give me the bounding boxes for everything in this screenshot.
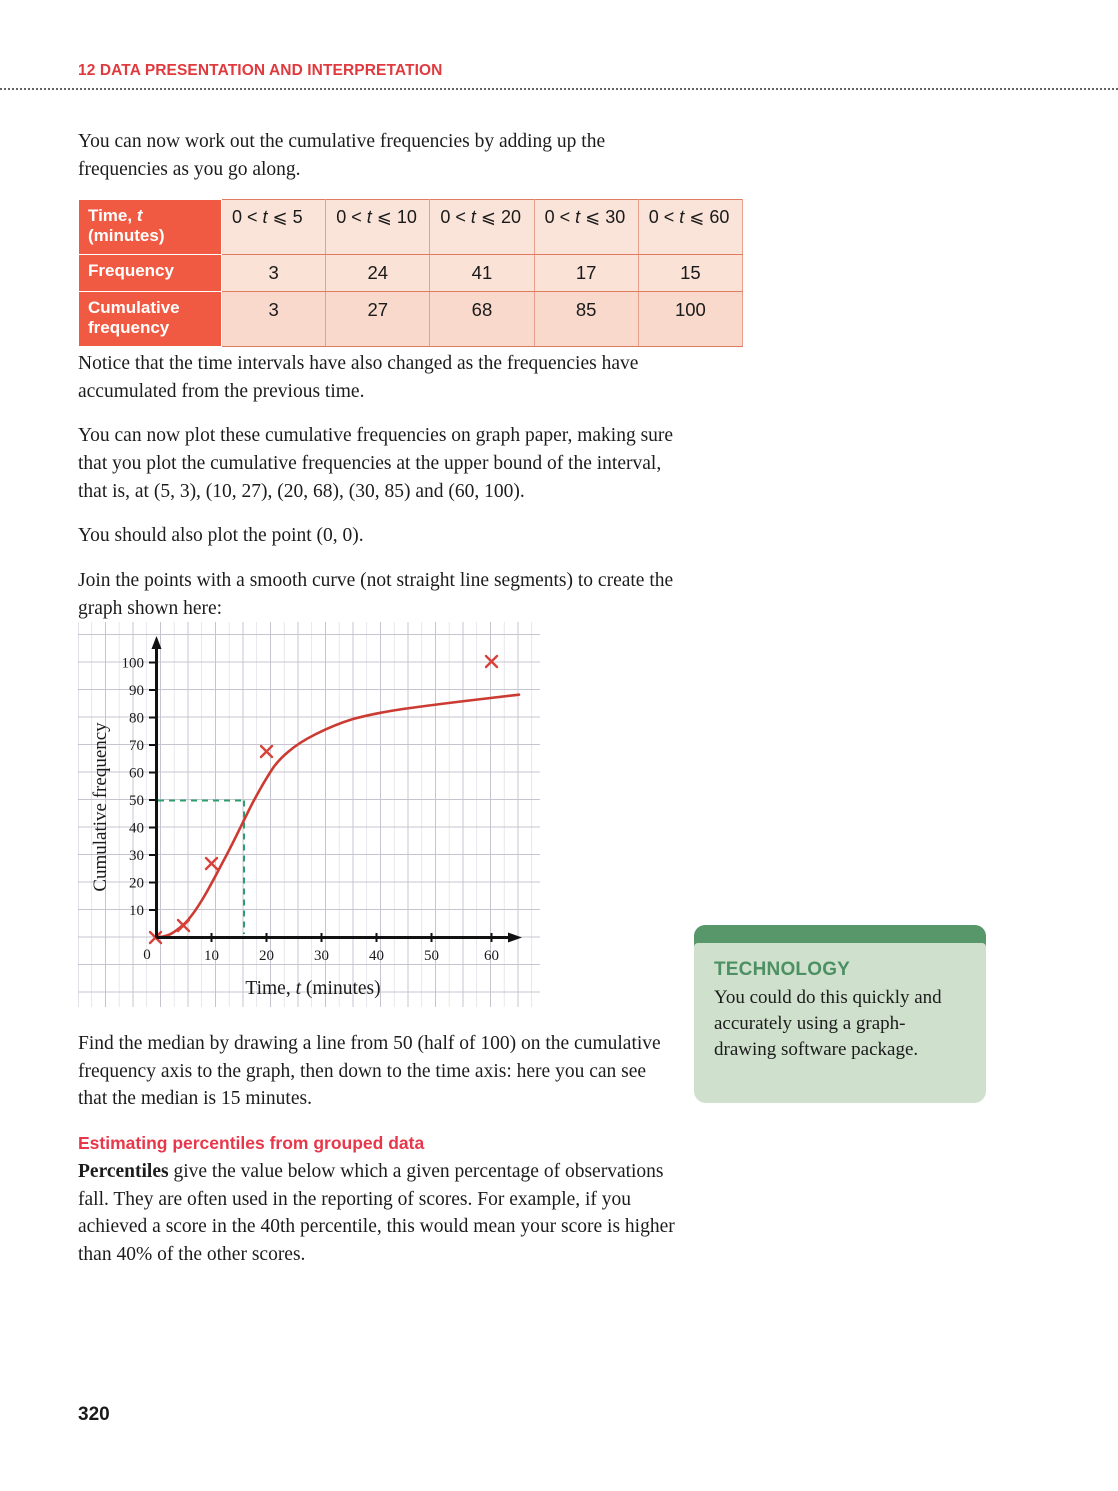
x-tick-label-50: 50: [424, 948, 439, 964]
table-row-frequency: [79, 254, 743, 291]
technology-callout-body: [694, 943, 986, 1103]
row-header-time: [79, 200, 222, 255]
cell-cumfreq-3: 68: [430, 291, 534, 346]
section-heading: Estimating percentiles from grouped data: [78, 1133, 425, 1153]
cumulative-frequency-graph: [78, 622, 540, 1007]
x-axis-title: Time, t (minutes): [245, 978, 381, 999]
cell-cumfreq-4: 85: [534, 291, 638, 346]
cell-interval-2: 0 < t ⩽ 10: [326, 200, 430, 255]
percentiles-body-text: give the value below which a given percentage of observations fall. They are often used in the reporting of scores. For example, if you achieved a score in the 40th percentile, this would mean your score is higher than 40% of the other scores.: [78, 1161, 675, 1266]
paragraph-origin: You should also plot the point (0, 0).: [78, 525, 364, 547]
y-tick-label-20: 20: [129, 875, 144, 892]
y-tick-label-100: 100: [121, 655, 144, 672]
median-guide-lines: [158, 801, 244, 935]
y-tick-label-90: 90: [129, 683, 144, 699]
post-graph-text-block: [78, 1030, 678, 1130]
y-tick-label-60: 60: [129, 765, 144, 782]
cell-cumfreq-5: 100: [638, 291, 742, 346]
cell-interval-4: 0 < t ⩽ 30: [534, 200, 638, 255]
page-number: 320: [78, 1404, 110, 1425]
intro-paragraph: You can now work out the cumulative frequencies by adding up the frequencies as you go along.: [78, 131, 606, 180]
pre-graph-text-block: [78, 350, 678, 640]
y-tick-label-80: 80: [129, 710, 144, 727]
y-tick-label-30: 30: [129, 848, 144, 864]
percentiles-section: [78, 1133, 678, 1286]
y-tick-label-70: 70: [129, 738, 144, 754]
cell-interval-5: 0 < t ⩽ 60: [638, 200, 742, 255]
technology-callout: [694, 925, 986, 1103]
y-tick-label-40: 40: [129, 820, 144, 837]
axes: [157, 649, 509, 938]
percentiles-paragraph: [78, 1158, 678, 1269]
time-label-unit: (minutes): [88, 226, 165, 246]
origin-label: 0: [143, 947, 151, 963]
x-tick-label-10: 10: [204, 948, 219, 964]
data-point-5-3: [178, 920, 189, 931]
header-divider: [0, 88, 1118, 93]
paragraph-median: Find the median by drawing a line from 50 (half of 100) on the cumulative frequency axis to the graph, then down to the time axis: here you can see that the median is 15 minutes.: [78, 1033, 661, 1110]
y-axis-title: Cumulative frequency: [90, 722, 111, 892]
cell-cumfreq-1: 3: [222, 291, 326, 346]
x-tick-label-20: 20: [259, 948, 274, 964]
cell-frequency-5: 15: [638, 254, 742, 291]
chapter-running-head: 12 DATA PRESENTATION AND INTERPRETATION: [78, 62, 443, 79]
cell-interval-3: 0 < t ⩽ 20: [430, 200, 534, 255]
intro-paragraph-block: [78, 128, 678, 200]
technology-callout-title: TECHNOLOGY: [714, 959, 851, 980]
time-label-main: Time,: [88, 206, 133, 225]
row-header-frequency: Frequency: [79, 254, 222, 291]
paragraph-join: Join the points with a smooth curve (not straight line segments) to create the graph shown here:: [78, 570, 674, 619]
table-row-cumulative-frequency: [79, 291, 743, 346]
x-tick-label-40: 40: [369, 948, 384, 964]
cell-cumfreq-2: 27: [326, 291, 430, 346]
cumulative-frequency-curve: [156, 695, 520, 938]
technology-callout-text: You could do this quickly and accurately using a graph-drawing software package.: [714, 987, 942, 1061]
y-tick-label-10: 10: [129, 903, 144, 919]
table-row-intervals: [79, 200, 743, 255]
cell-frequency-4: 17: [534, 254, 638, 291]
row-header-cumulative-frequency: Cumulative frequency: [79, 291, 222, 346]
y-tick-label-50: 50: [129, 793, 144, 809]
paragraph-notice: Notice that the time intervals have also changed as the frequencies have accumulated from the previous time.: [78, 353, 639, 402]
percentiles-lead-word: Percentiles: [78, 1161, 169, 1182]
graph-svg: [78, 622, 540, 1007]
cell-frequency-3: 41: [430, 254, 534, 291]
x-tick-labels: [204, 948, 499, 964]
x-tick-label-30: 30: [314, 948, 329, 964]
cell-frequency-2: 24: [326, 254, 430, 291]
cell-interval-1: 0 < t ⩽ 5: [222, 200, 326, 255]
cumulative-frequency-table: [78, 199, 743, 347]
cell-frequency-1: 3: [222, 254, 326, 291]
x-tick-label-60: 60: [484, 948, 499, 964]
paragraph-plot: You can now plot these cumulative frequencies on graph paper, making sure that you plot the cumulative frequencies at the upper bound of the interval, that is, at (5, 3), (10, 27), (20, 68), (30, 85) and (60, 100).: [78, 425, 674, 502]
time-label-variable: t: [136, 206, 143, 225]
x-axis-arrow: [508, 933, 522, 943]
